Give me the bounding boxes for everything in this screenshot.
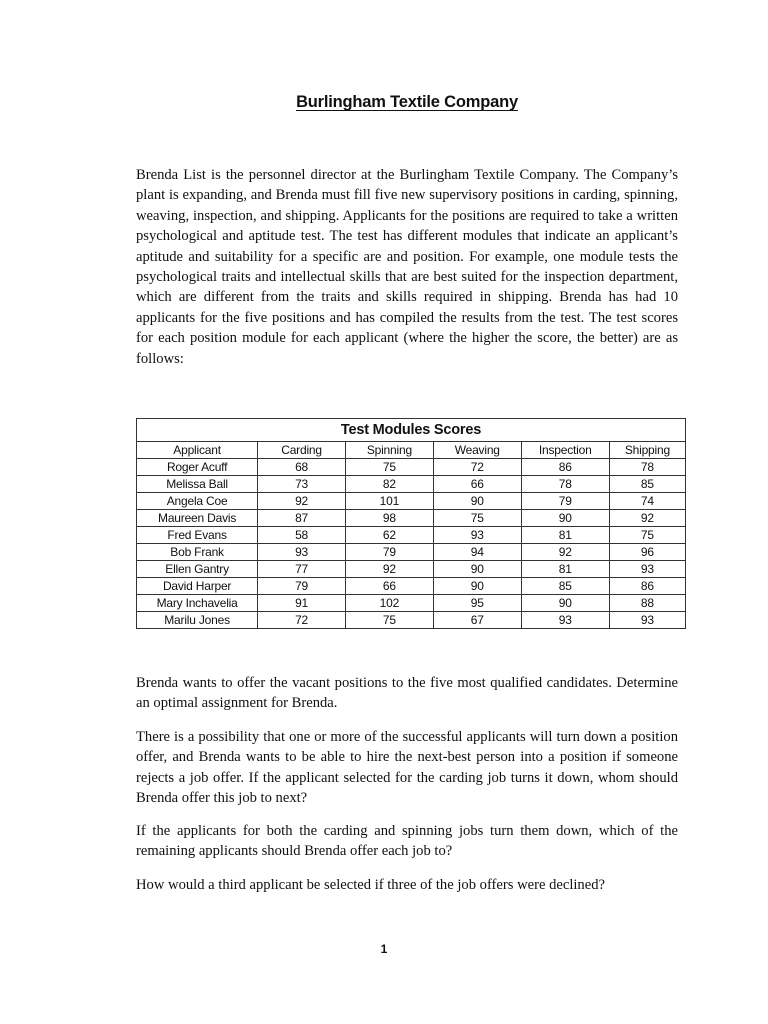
page-number: 1 [380,942,388,956]
cell-applicant: Maureen Davis [137,510,258,527]
cell-applicant: Bob Frank [137,544,258,561]
table-row [137,561,686,578]
cell-inspection: 90 [521,595,609,612]
cell-carding: 77 [258,561,346,578]
cell-spinning: 102 [345,595,433,612]
table-caption: Test Modules Scores [137,419,686,442]
table-row [137,527,686,544]
cell-shipping: 88 [609,595,685,612]
cell-inspection: 90 [521,510,609,527]
question-2: There is a possibility that one or more of the successful applicants will turn down a position offer, and Brenda wants to be able to hire the next-best person into a position if someone rejects a job offer. If the applicant selected for the carding job turns it down, whom should Brenda offer this job to next? [136,729,678,807]
cell-inspection: 81 [521,527,609,544]
table-header-row [137,442,686,459]
cell-spinning: 82 [345,476,433,493]
cell-weaving: 95 [433,595,521,612]
cell-weaving: 90 [433,561,521,578]
cell-applicant: Ellen Gantry [137,561,258,578]
cell-spinning: 75 [345,459,433,476]
cell-carding: 73 [258,476,346,493]
cell-applicant: Mary Inchavelia [137,595,258,612]
table-row [137,510,686,527]
intro-paragraph: Brenda List is the personnel director at the Burlingham Textile Company. The Company’s plant is expanding, and Brenda must fill five new supervisory positions in carding, spinning, weaving, inspection, and shipping. Applicants for the positions are required to take a written psychological and aptitude test. The test has different modules that indicate an applicant’s aptitude and suitability for a specific are and position. For example, one module tests the psychological traits and intellectual skills that are best suited for the inspection department, which are different from the traits and skills required in shipping. Brenda has had 10 applicants for the five positions and has compiled the results from the test. The test scores for each position module for each applicant (where the higher the score, the better) are as follows: [136,167,678,367]
cell-carding: 87 [258,510,346,527]
cell-applicant: Angela Coe [137,493,258,510]
cell-weaving: 72 [433,459,521,476]
table-row [137,476,686,493]
cell-spinning: 66 [345,578,433,595]
cell-inspection: 78 [521,476,609,493]
cell-spinning: 101 [345,493,433,510]
question-1: Brenda wants to offer the vacant positions to the five most qualified candidates. Determine an optimal assignment for Brenda. [136,675,678,712]
cell-shipping: 93 [609,561,685,578]
table-caption-row [137,419,686,442]
cell-spinning: 92 [345,561,433,578]
cell-shipping: 75 [609,527,685,544]
cell-inspection: 86 [521,459,609,476]
cell-carding: 58 [258,527,346,544]
cell-carding: 72 [258,612,346,629]
cell-shipping: 74 [609,493,685,510]
cell-applicant: Roger Acuff [137,459,258,476]
cell-applicant: Fred Evans [137,527,258,544]
cell-applicant: David Harper [137,578,258,595]
table-row [137,544,686,561]
cell-carding: 91 [258,595,346,612]
cell-weaving: 93 [433,527,521,544]
cell-spinning: 98 [345,510,433,527]
cell-shipping: 93 [609,612,685,629]
cell-inspection: 81 [521,561,609,578]
question-4: How would a third applicant be selected if three of the job offers were declined? [136,877,605,893]
cell-weaving: 90 [433,493,521,510]
cell-inspection: 79 [521,493,609,510]
cell-spinning: 79 [345,544,433,561]
header-inspection: Inspection [521,442,609,459]
cell-spinning: 75 [345,612,433,629]
cell-weaving: 67 [433,612,521,629]
cell-weaving: 90 [433,578,521,595]
header-carding: Carding [258,442,346,459]
header-spinning: Spinning [345,442,433,459]
cell-shipping: 85 [609,476,685,493]
cell-shipping: 92 [609,510,685,527]
header-applicant: Applicant [137,442,258,459]
cell-weaving: 75 [433,510,521,527]
table-row [137,493,686,510]
cell-shipping: 78 [609,459,685,476]
cell-applicant: Marilu Jones [137,612,258,629]
cell-shipping: 86 [609,578,685,595]
cell-weaving: 94 [433,544,521,561]
table-row [137,459,686,476]
cell-applicant: Melissa Ball [137,476,258,493]
cell-shipping: 96 [609,544,685,561]
table-row [137,595,686,612]
table-row [137,578,686,595]
header-shipping: Shipping [609,442,685,459]
page-title: Burlingham Textile Company [296,93,518,111]
cell-carding: 92 [258,493,346,510]
header-weaving: Weaving [433,442,521,459]
cell-weaving: 66 [433,476,521,493]
question-3: If the applicants for both the carding and spinning jobs turn them down, which of the remaining applicants should Brenda offer each job to? [136,823,678,860]
cell-spinning: 62 [345,527,433,544]
cell-carding: 93 [258,544,346,561]
table-body [137,459,686,629]
cell-carding: 68 [258,459,346,476]
cell-inspection: 92 [521,544,609,561]
cell-inspection: 93 [521,612,609,629]
table-row [137,612,686,629]
test-scores-table [136,418,686,629]
cell-inspection: 85 [521,578,609,595]
cell-carding: 79 [258,578,346,595]
